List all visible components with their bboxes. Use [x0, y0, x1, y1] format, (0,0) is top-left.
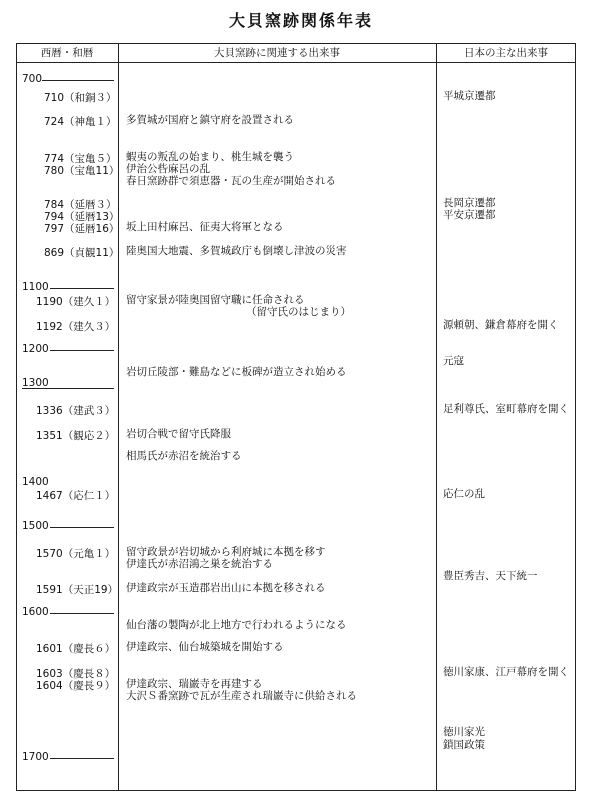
year-869: 869（貞観11）	[44, 247, 120, 259]
year-784: 784（延暦３）	[44, 199, 117, 211]
event-774: 蝦夷の叛乱の始まり、桃生城を襲う	[126, 151, 294, 163]
year-1190: 1190（建久１）	[36, 296, 116, 308]
year-1336: 1336（建武３）	[36, 405, 116, 417]
japan-event-1192: 源頼朝、鎌倉幕府を開く	[443, 319, 559, 331]
century-tick	[50, 527, 114, 528]
event-780-kiln: 春日窯跡群で須恵器・瓦の生産が開始される	[126, 175, 336, 187]
column-divider-1	[118, 43, 119, 791]
century-tick	[50, 758, 114, 759]
event-1600: 仙台藩の製陶が北上地方で行われるようになる	[126, 619, 347, 631]
header-japan: 日本の主な出来事	[464, 47, 548, 59]
page-title: 大貝窯跡関係年表	[228, 11, 373, 30]
year-1192: 1192（建久３）	[36, 321, 116, 333]
event-1604: 伊達政宗、瑞巌寺を再建する	[126, 678, 263, 690]
event-1300: 岩切丘陵部・難島などに板碑が造立され始める	[126, 366, 347, 378]
event-1190-note: （留守氏のはじまり）	[246, 306, 351, 318]
year-774: 774（宝亀５）	[44, 153, 117, 165]
year-794: 794（延暦13）	[44, 211, 120, 223]
century-tick	[42, 80, 114, 81]
header-divider	[16, 62, 576, 63]
year-780: 780（宝亀11）	[44, 165, 120, 177]
century-1500: 1500	[22, 520, 49, 532]
event-1591: 伊達政宗が玉造郡岩出山に本拠を移される	[126, 582, 326, 594]
japan-event-1590: 豊臣秀吉、天下統一	[443, 570, 538, 582]
event-797: 坂上田村麻呂、征夷大将軍となる	[126, 221, 284, 233]
year-1604: 1604（慶長９）	[36, 680, 116, 692]
header-events: 大貝窯跡に関連する出来事	[214, 47, 340, 59]
japan-event-784: 長岡京遷都	[443, 197, 496, 209]
event-1190: 留守家景が陸奥国留守職に任命される	[126, 294, 305, 306]
year-1570: 1570（元亀１）	[36, 548, 116, 560]
century-1200: 1200	[22, 343, 49, 355]
event-1570-date: 伊達氏が赤沼鴻之巣を統治する	[126, 558, 273, 570]
japan-event-1603: 徳川家康、江戸幕府を開く	[443, 666, 569, 678]
japan-event-iemitsu: 徳川家光	[443, 726, 485, 738]
japan-event-sakoku: 鎖国政策	[443, 739, 485, 751]
event-soma: 相馬氏が赤沼を統治する	[126, 450, 242, 462]
event-1351: 岩切合戦で留守氏降服	[126, 428, 231, 440]
event-724: 多賀城が国府と鎮守府を設置される	[126, 114, 294, 126]
year-1603: 1603（慶長８）	[36, 668, 116, 680]
japan-event-794: 平安京遷都	[443, 209, 496, 221]
century-tick	[22, 388, 114, 389]
year-1467: 1467（応仁１）	[36, 490, 116, 502]
japan-event-genko: 元寇	[443, 355, 464, 367]
event-1570: 留守政景が岩切城から利府城に本拠を移す	[126, 546, 326, 558]
century-1100: 1100	[22, 281, 49, 293]
year-710: 710（和銅３）	[44, 92, 117, 104]
century-1400: 1400	[22, 476, 49, 488]
year-724: 724（神亀１）	[44, 116, 117, 128]
event-1604-kiln: 大沢Ｓ番窯跡で瓦が生産され瑞巌寺に供給される	[126, 690, 357, 702]
century-tick	[50, 613, 114, 614]
century-700: 700	[22, 73, 43, 85]
century-1300: 1300	[22, 377, 49, 389]
japan-event-1467: 応仁の乱	[443, 488, 485, 500]
event-869: 陸奥国大地震、多賀城政庁も倒壊し津波の災害	[126, 245, 347, 257]
century-tick	[50, 288, 114, 289]
event-1601: 伊達政宗、仙台城築城を開始する	[126, 641, 284, 653]
japan-event-1336: 足利尊氏、室町幕府を開く	[443, 403, 569, 415]
event-780: 伊治公呰麻呂の乱	[126, 163, 210, 175]
column-divider-2	[436, 43, 437, 791]
century-tick	[50, 350, 114, 351]
century-1600: 1600	[22, 606, 49, 618]
year-1591: 1591（天正19）	[36, 584, 119, 596]
header-era: 西暦・和暦	[40, 47, 94, 59]
year-1351: 1351（観応２）	[36, 430, 116, 442]
century-1700: 1700	[22, 751, 49, 763]
year-1601: 1601（慶長６）	[36, 643, 116, 655]
japan-event-710: 平城京遷都	[443, 90, 496, 102]
year-797: 797（延暦16）	[44, 223, 120, 235]
